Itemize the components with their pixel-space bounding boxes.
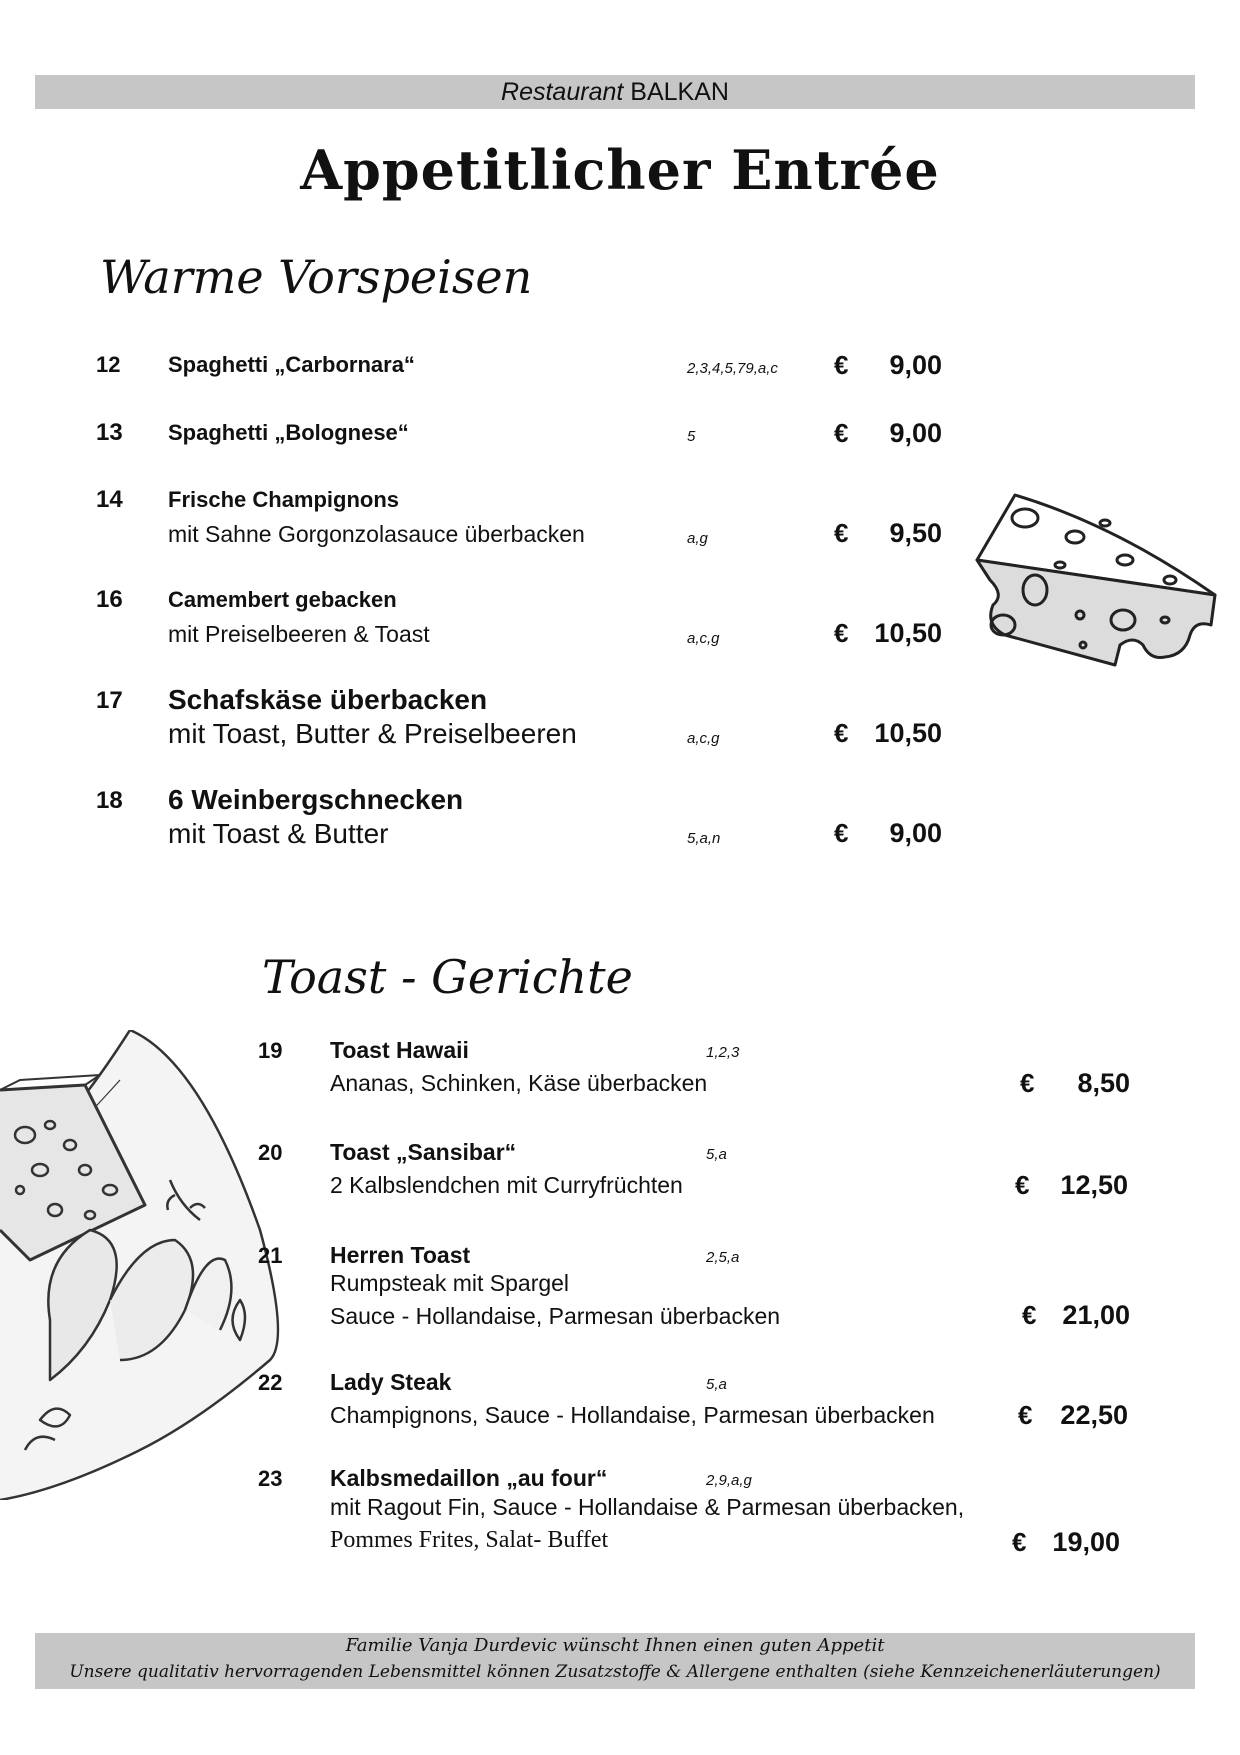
item-description-2: Pommes Frites, Salat- Buffet bbox=[330, 1527, 609, 1553]
item-allergens: 5 bbox=[687, 428, 696, 445]
item-name: 6 Weinbergschnecken bbox=[168, 784, 464, 815]
item-allergens: 2,3,4,5,79,a,c bbox=[687, 360, 778, 377]
item-price: 19,00 bbox=[1052, 1527, 1120, 1557]
footer-allergen-note: Unsere qualitativ hervorragenden Lebensmittel können Zusatzstoffe & Allergene enthalten (siehe Kennzeichenerläuterungen) bbox=[69, 1662, 1161, 1682]
item-allergens: a,c,g bbox=[687, 730, 720, 747]
header-bar bbox=[35, 75, 1195, 109]
item-price: 22,50 bbox=[1060, 1400, 1128, 1430]
item-name: Kalbsmedaillon „au four“ bbox=[330, 1465, 608, 1491]
item-description-2: Sauce - Hollandaise, Parmesan überbacken bbox=[330, 1303, 781, 1329]
currency-symbol: € bbox=[834, 350, 849, 380]
item-allergens: 2,9,a,g bbox=[706, 1472, 752, 1489]
item-description: Champignons, Sauce - Hollandaise, Parmesan überbacken bbox=[330, 1402, 935, 1428]
item-price: 12,50 bbox=[1060, 1170, 1128, 1200]
currency-symbol: € bbox=[834, 618, 849, 648]
currency-symbol: € bbox=[834, 418, 849, 448]
item-name: Lady Steak bbox=[330, 1369, 452, 1395]
item-description: mit Ragout Fin, Sauce - Hollandaise & Parmesan überbacken, bbox=[330, 1494, 965, 1520]
item-name: Spaghetti „Carbornara“ bbox=[168, 352, 415, 377]
currency-symbol: € bbox=[1022, 1300, 1037, 1330]
item-name: Spaghetti „Bolognese“ bbox=[168, 420, 409, 445]
item-description: mit Sahne Gorgonzolasauce überbacken bbox=[168, 521, 585, 547]
section-title-warme-vorspeisen: Warme Vorspeisen bbox=[100, 250, 533, 304]
cheese-wedge-icon bbox=[965, 485, 1220, 670]
currency-symbol: € bbox=[1015, 1170, 1030, 1200]
item-number: 14 bbox=[96, 486, 123, 513]
section-title-toast-gerichte: Toast - Gerichte bbox=[262, 950, 633, 1004]
currency-symbol: € bbox=[1020, 1068, 1035, 1098]
item-name: Schafskäse überbacken bbox=[168, 684, 488, 715]
item-price: 9,50 bbox=[889, 518, 942, 548]
item-description: Ananas, Schinken, Käse überbacken bbox=[330, 1070, 708, 1096]
cheese-board-icon bbox=[0, 1030, 290, 1500]
currency-symbol: € bbox=[834, 518, 849, 548]
footer-bar bbox=[35, 1633, 1195, 1689]
item-number: 21 bbox=[258, 1243, 283, 1268]
item-name: Frische Champignons bbox=[168, 487, 400, 512]
item-number: 18 bbox=[96, 787, 123, 814]
item-name: Toast Hawaii bbox=[330, 1037, 469, 1063]
currency-symbol: € bbox=[1018, 1400, 1033, 1430]
item-number: 22 bbox=[258, 1370, 283, 1395]
item-price: 9,00 bbox=[889, 818, 942, 848]
restaurant-name: BALKAN bbox=[630, 78, 729, 106]
currency-symbol: € bbox=[1012, 1527, 1027, 1557]
item-price: 8,50 bbox=[1077, 1068, 1130, 1098]
item-description: 2 Kalbslendchen mit Curryfrüchten bbox=[330, 1172, 683, 1198]
item-allergens: 5,a,n bbox=[687, 830, 721, 847]
currency-symbol: € bbox=[834, 718, 849, 748]
item-description: Rumpsteak mit Spargel bbox=[330, 1270, 570, 1296]
item-description: mit Preiselbeeren & Toast bbox=[168, 621, 430, 647]
item-description: mit Toast, Butter & Preiselbeeren bbox=[168, 718, 577, 749]
item-price: 10,50 bbox=[874, 618, 942, 648]
restaurant-prefix: Restaurant bbox=[501, 78, 624, 106]
item-number: 19 bbox=[258, 1038, 283, 1063]
item-allergens: 5,a bbox=[706, 1146, 727, 1163]
item-price: 21,00 bbox=[1062, 1300, 1130, 1330]
item-description: mit Toast & Butter bbox=[168, 818, 389, 849]
item-number: 17 bbox=[96, 687, 123, 714]
item-allergens: 2,5,a bbox=[706, 1249, 740, 1266]
item-allergens: a,g bbox=[687, 530, 708, 547]
item-allergens: 5,a bbox=[706, 1376, 727, 1393]
item-number: 16 bbox=[96, 586, 123, 613]
item-number: 23 bbox=[258, 1466, 283, 1491]
currency-symbol: € bbox=[834, 818, 849, 848]
item-price: 10,50 bbox=[874, 718, 942, 748]
item-name: Camembert gebacken bbox=[168, 587, 397, 612]
item-number: 12 bbox=[96, 352, 121, 377]
footer-greeting: Familie Vanja Durdevic wünscht Ihnen einen guten Appetit bbox=[345, 1635, 885, 1656]
item-number: 13 bbox=[96, 419, 123, 446]
item-name: Toast „Sansibar“ bbox=[330, 1139, 517, 1165]
item-number: 20 bbox=[258, 1140, 283, 1165]
item-allergens: a,c,g bbox=[687, 630, 720, 647]
item-price: 9,00 bbox=[889, 418, 942, 448]
item-allergens: 1,2,3 bbox=[706, 1044, 740, 1061]
item-name: Herren Toast bbox=[330, 1242, 471, 1268]
page-title: Appetitlicher Entrée bbox=[300, 138, 940, 202]
item-price: 9,00 bbox=[889, 350, 942, 380]
